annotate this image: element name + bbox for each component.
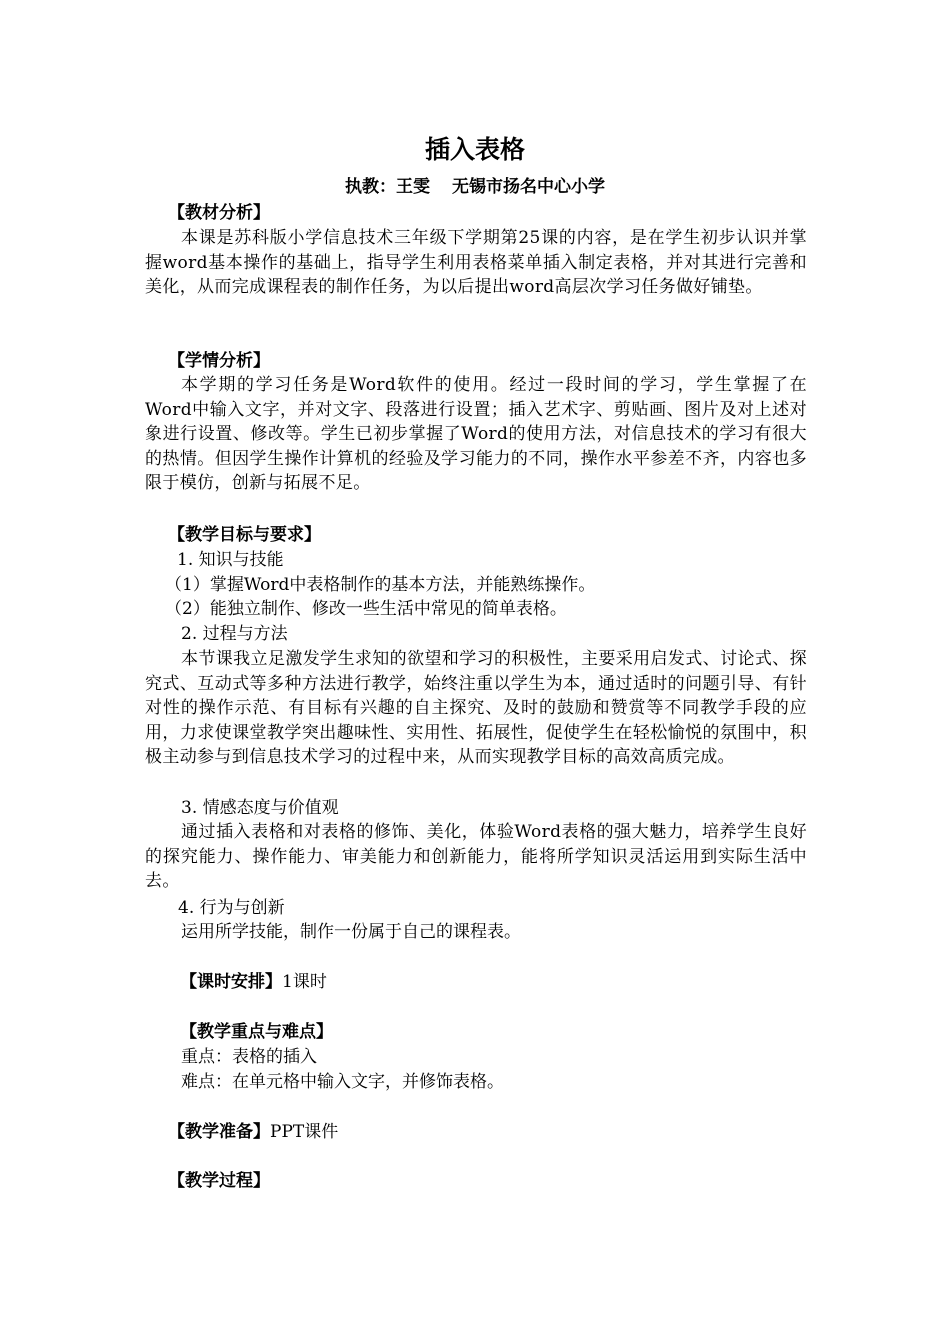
preparation-heading bbox=[168, 1121, 338, 1143]
goal-1-title: 1. 知识与技能 bbox=[177, 550, 284, 570]
goal-3-title: 3. 情感态度与价值观 bbox=[181, 798, 339, 818]
byline bbox=[345, 176, 605, 198]
goal-4-text: 运用所学技能，制作一份属于自己的课程表。 bbox=[181, 922, 521, 942]
goal-2-title: 2. 过程与方法 bbox=[181, 624, 288, 644]
goal-3-text: 通过插入表格和对表格的修饰、美化，体验Word表格的强大魅力，培养学生良好的探究能力、操作能力、审美能力和创新能力，能将所学知识灵活运用到实际生活中去。 bbox=[145, 822, 807, 891]
byline-school: 无锡市扬名中心小学 bbox=[452, 177, 605, 197]
process-heading: 【教学过程】 bbox=[168, 1171, 270, 1191]
schedule-heading-label: 【课时安排】 bbox=[180, 972, 282, 992]
preparation-heading-label: 【教学准备】 bbox=[168, 1122, 270, 1142]
materials-analysis-heading: 【教材分析】 bbox=[168, 203, 270, 223]
materials-analysis-text: 本课是苏科版小学信息技术三年级下学期第25课的内容，是在学生初步认识并掌握word基本操作的基础上，指导学生利用表格菜单插入制定表格，并对其进行完善和美化，从而完成课程表的制作任务，为以后提出word高层次学习任务做好铺垫。 bbox=[145, 228, 807, 297]
goal-2-text: 本节课我立足激发学生求知的欲望和学习的积极性，主要采用启发式、讨论式、探究式、互动式等多种方法进行教学，始终注重以学生为本，通过适时的问题引导、有针对性的操作示范、有目标有兴趣的自主探究、及时的鼓励和赞赏等不同教学手段的应用，力求使课堂教学突出趣味性、实用性、拓展性，促使学生在轻松愉悦的氛围中，积极主动参与到信息技术学习的过程中来，从而实现教学目标的高效高质完成。 bbox=[145, 649, 807, 767]
preparation-value: PPT课件 bbox=[270, 1122, 339, 1142]
key-point-focus: 重点：表格的插入 bbox=[181, 1047, 317, 1067]
schedule-value: 1课时 bbox=[282, 972, 327, 992]
goals-heading: 【教学目标与要求】 bbox=[168, 525, 321, 545]
student-analysis-heading: 【学情分析】 bbox=[168, 351, 270, 371]
byline-teacher: 执教：王雯 bbox=[345, 177, 430, 197]
key-point-difficulty: 难点：在单元格中输入文字，并修饰表格。 bbox=[181, 1072, 504, 1092]
document-title: 插入表格 bbox=[424, 135, 525, 164]
goal-4-title: 4. 行为与创新 bbox=[178, 898, 285, 918]
goal-1-sub-2: （2）能独立制作、修改一些生活中常见的简单表格。 bbox=[165, 599, 567, 619]
schedule-heading bbox=[180, 971, 327, 993]
student-analysis-text: 本学期的学习任务是Word软件的使用。经过一段时间的学习，学生掌握了在Word中输入文字，并对文字、段落进行设置；插入艺术字、剪贴画、图片及对上述对象进行设置、修改等。学生已初步掌握了Word的使用方法，对信息技术的学习有很大的热情。但因学生操作计算机的经验及学习能力的不同，操作水平参差不齐，内容也多限于模仿，创新与拓展不足。 bbox=[145, 375, 807, 493]
key-points-heading: 【教学重点与难点】 bbox=[180, 1022, 333, 1042]
goal-1-sub-1: （1）掌握Word中表格制作的基本方法，并能熟练操作。 bbox=[165, 575, 596, 595]
